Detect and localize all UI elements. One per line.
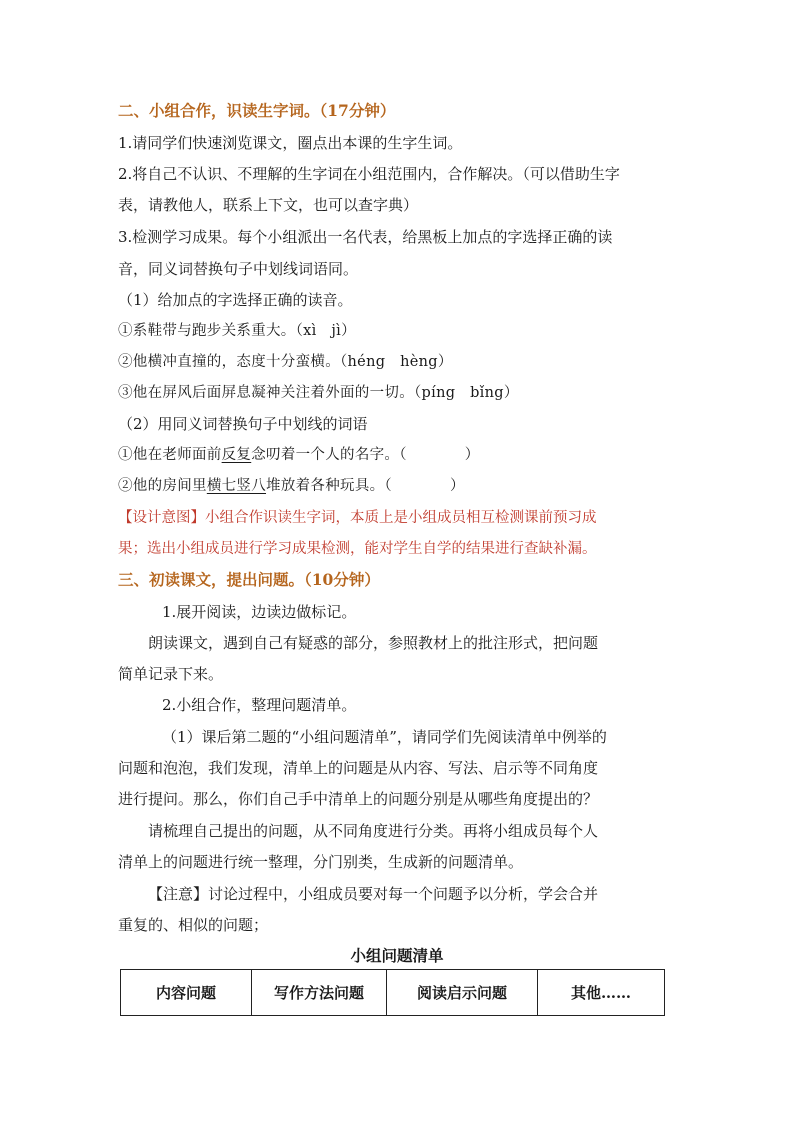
section2-item3-line2: 音，同义词替换句子中划线词语同。 [118, 260, 359, 278]
question-5-prefix: ②他的房间里 [118, 478, 207, 494]
section3-p2-line2: 简单记录下来。 [118, 665, 224, 683]
section2-item2-line2: 表，请教他人，联系上下文，也可以查字典） [118, 196, 419, 214]
question-4 [118, 445, 480, 465]
table-header-reading: 阅读启示问题 [387, 970, 538, 1016]
section2-item2-line1: 2.将自己不认识、不理解的生字词在小组范围内，合作解决。（可以借助生字 [118, 165, 620, 183]
section3-p3: 2.小组合作，整理问题清单。 [162, 696, 357, 714]
section3-p2-line1: 朗读课文，遇到自己有疑惑的部分，参照教材上的批注形式，把问题 [148, 634, 599, 652]
question-4-suffix: 念叨着一个人的名字。（ [251, 447, 407, 463]
question-1: ①系鞋带与跑步关系重大。（xì jì） [118, 323, 356, 339]
section3-p5-line2: 清单上的问题进行统一整理，分门别类，生成新的问题清单。 [118, 853, 524, 871]
section3-p4-line3: 进行提问。那么，你们自己手中清单上的问题分别是从哪些角度提出的？ [118, 790, 599, 808]
question-4-close: ） [464, 447, 480, 463]
table-header-content: 内容问题 [121, 970, 252, 1016]
table-row [121, 970, 665, 1016]
section3-p5-line1: 请梳理自己提出的问题，从不同角度进行分类。再将小组成员每个人 [148, 822, 599, 840]
section2-heading: 二、小组合作，识读生字词。（17分钟） [118, 101, 396, 120]
section3-p4-line2: 问题和泡泡，我们发现，清单上的问题是从内容、写法、启示等不同角度 [118, 759, 599, 777]
design-intent-tag: 【设计意图】 [118, 510, 205, 526]
section2-sub1: （1）给加点的字选择正确的读音。 [118, 291, 353, 309]
section3-p1: 1.展开阅读，边读边做标记。 [162, 603, 357, 621]
table-title: 小组问题清单 [350, 946, 444, 965]
design-intent-line2: 果；选出小组成员进行学习成果检测，能对学生自学的结果进行查缺补漏。 [118, 541, 597, 557]
question-5 [118, 476, 465, 496]
section3-p6-line1: 【注意】讨论过程中，小组成员要对每一个问题予以分析，学会合并 [148, 885, 599, 903]
question-4-prefix: ①他在老师面前 [118, 447, 222, 463]
question-4-underlined: 反复 [221, 447, 252, 463]
section2-sub2: （2）用同义词替换句子中划线的词语 [118, 415, 368, 433]
design-intent-text1: 小组合作识读生字词，本质上是小组成员相互检测课前预习成 [205, 510, 597, 526]
table-header-other: 其他…… [538, 970, 665, 1016]
question-3: ③他在屏风后面屏息凝神关注着外面的一切。（píng bǐng） [118, 385, 519, 401]
section3-p6-line2: 重复的、相似的问题； [118, 916, 269, 934]
question-2: ②他横冲直撞的，态度十分蛮横。（héng hèng） [118, 354, 453, 370]
section2-item1: 1.请同学们快速浏览课文，圈点出本课的生字生词。 [118, 134, 463, 152]
question-list-table [120, 969, 665, 1016]
question-5-close: ） [449, 478, 465, 494]
section3-heading: 三、初读课文，提出问题。（10分钟） [118, 570, 380, 589]
table-header-writing: 写作方法问题 [252, 970, 387, 1016]
section2-item3-line1: 3.检测学习成果。每个小组派出一名代表，给黑板上加点的字选择正确的读 [118, 228, 613, 246]
section3-p4-line1: （1）课后第二题的“小组问题清单”，请同学们先阅读清单中例举的 [162, 728, 607, 746]
question-5-underlined: 横七竖八 [206, 478, 267, 494]
question-5-suffix: 堆放着各种玩具。（ [266, 478, 392, 494]
design-intent-line1 [118, 508, 597, 528]
